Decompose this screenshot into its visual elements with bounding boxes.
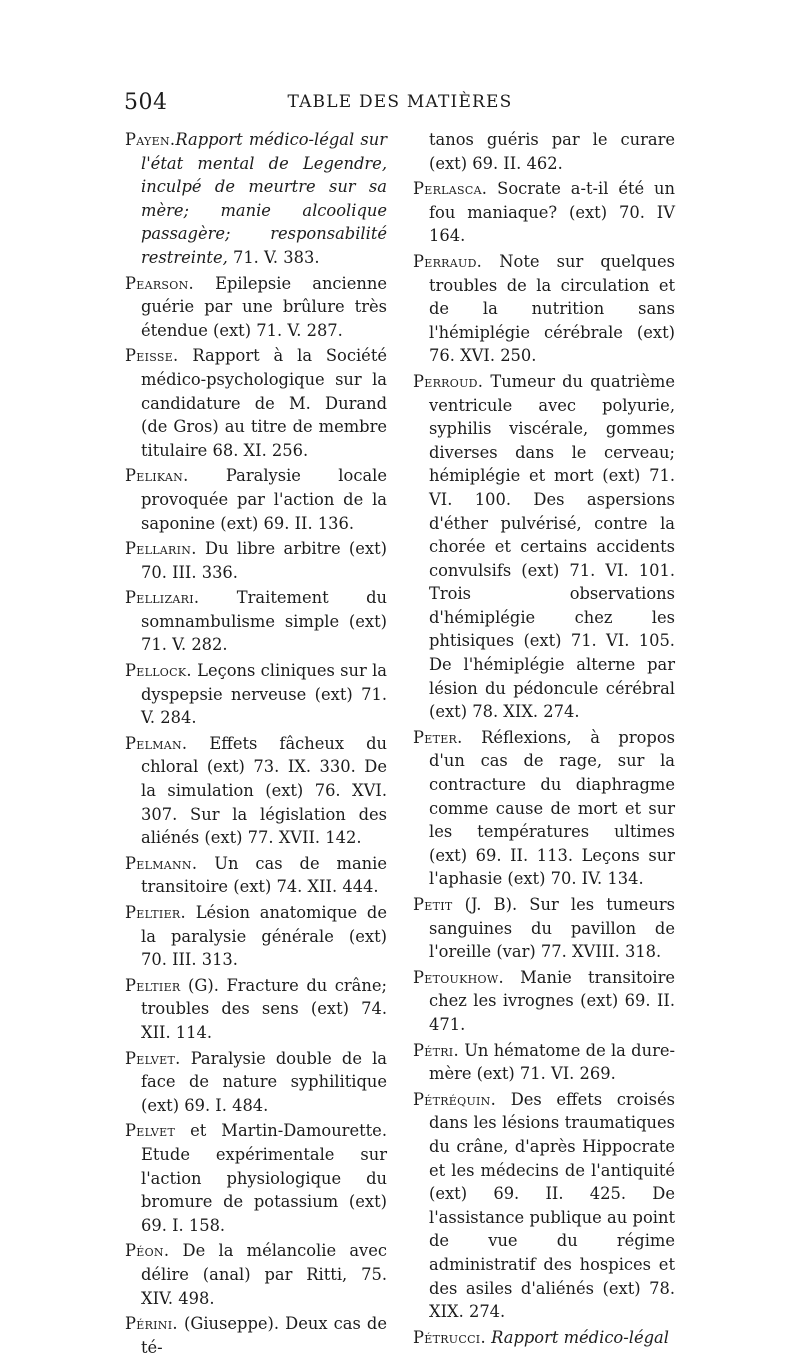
index-entry xyxy=(125,586,387,657)
entry-text: Un hématome de la dure-mère (ext) 71. VI. 269. xyxy=(429,1040,675,1084)
entry-name: Péon. xyxy=(125,1241,170,1261)
index-entry xyxy=(125,1119,387,1237)
entry-text: Note sur quelques troubles de la circulation et de la nutrition sans l'hémiplégie cérébrale (ext) 76. XVI. 250. xyxy=(429,251,675,366)
page-number: 504 xyxy=(124,90,168,115)
entry-name: Peltier. xyxy=(125,903,186,922)
entry-name: Peltier xyxy=(125,975,181,995)
index-entry xyxy=(413,893,675,964)
entry-text: tanos guéris par le curare (ext) 69. II. 462. xyxy=(429,130,675,173)
entry-name: Perroud. xyxy=(413,371,484,391)
entry-text: Traitement du somnambulisme simple (ext) 71. V. 282. xyxy=(141,588,387,655)
index-entry xyxy=(413,128,675,175)
index-entry xyxy=(125,732,387,850)
index-entry xyxy=(125,1047,387,1118)
entry-name: Pelmann. xyxy=(125,853,198,873)
entry-name: Peter. xyxy=(413,727,463,747)
entry-name: Payen. xyxy=(125,130,176,149)
entry-name: Périni. xyxy=(125,1314,178,1334)
index-entry xyxy=(413,726,675,891)
entry-text: Effets fâcheux du chloral (ext) 73. IX. 330. De la simulation (ext) 76. XVI. 307. Sur la législation des aliénés (ext) 77. XVII. 142. xyxy=(141,733,387,848)
index-entry xyxy=(125,974,387,1045)
entry-name: Peisse. xyxy=(125,346,179,366)
index-entry xyxy=(125,659,387,730)
index-entry xyxy=(125,901,387,972)
entry-italic-text: Rapport médico-légal xyxy=(491,1327,669,1347)
entry-name: Petoukhow. xyxy=(413,967,504,987)
entry-text: Socrate a-t-il été un fou maniaque? (ext) 70. IV 164. xyxy=(429,179,675,246)
entry-text: Un cas de manie transitoire (ext) 74. XII. 444. xyxy=(141,853,387,897)
entry-name: Pelman. xyxy=(125,733,188,753)
entry-name: Pétrucci. xyxy=(413,1327,486,1347)
entry-name: Petit xyxy=(413,895,453,914)
index-entry xyxy=(125,464,387,535)
index-entry xyxy=(125,852,387,899)
entry-name: Pellock. xyxy=(125,661,192,681)
index-entry xyxy=(125,1312,387,1359)
entry-text: Paralysie double de la face de nature syphilitique (ext) 69. I. 484. xyxy=(141,1048,387,1115)
running-head: TABLE DES MATIÈRES xyxy=(287,92,513,112)
entry-text: Tumeur du quatrième ventricule avec polyurie, syphilis viscérale, gommes diverses dans le cerveau; hémiplégie et mort (ext) 71. VI. 100. Des aspersions d'éther pulvérisé, contre la chorée et certains accidents convulsifs (ext) 71. VI. 101. Trois observations d'hémiplégie chez les phtisiques (ext) 71. VI. 105. De l'hémiplégie alterne par lésion du pédoncule cérébral (ext) 78. XIX. 274. xyxy=(429,371,675,722)
entry-text: (J. B). Sur les tumeurs sanguines du pavillon de l'oreille (var) 77. XVIII. 318. xyxy=(429,895,675,962)
index-entry xyxy=(125,128,387,270)
entry-text: Rapport à la Société médico-psychologique sur la candidature de M. Durand (de Gros) au titre de membre titulaire 68. XI. 256. xyxy=(141,346,387,460)
entry-name: Pétri. xyxy=(413,1040,459,1060)
entry-name: Pétréquin. xyxy=(413,1089,497,1109)
index-entry xyxy=(125,272,387,343)
entry-italic-text: Rapport médico-légal sur l'état mental de Legendre, inculpé de meurtre sur sa mère; manie alcoolique passagère; responsabilité restreinte, xyxy=(141,130,387,267)
entry-text: Du libre arbitre (ext) 70. III. 336. xyxy=(141,539,387,582)
index-entry xyxy=(125,344,387,462)
index-entry xyxy=(413,966,675,1037)
index-entry xyxy=(125,1239,387,1310)
entry-name: Pellarin. xyxy=(125,539,197,559)
entry-name: Pelikan. xyxy=(125,466,189,486)
entry-name: Perlasca. xyxy=(413,179,488,199)
index-entry xyxy=(125,537,387,584)
index-entry xyxy=(413,1326,675,1350)
entry-name: Perraud. xyxy=(413,251,483,271)
entry-name: Pearson. xyxy=(125,273,194,293)
entry-text: Manie transitoire chez les ivrognes (ext) 69. II. 471. xyxy=(429,967,675,1034)
index-entry xyxy=(413,250,675,368)
index-entry xyxy=(413,370,675,724)
entry-text: et Martin-Damourette. Etude expérimentale sur l'action physiologique du bromure de potassium (ext) 69. I. 158. xyxy=(141,1121,387,1235)
index-entry xyxy=(413,177,675,248)
entry-name: Pelvet xyxy=(125,1121,176,1141)
entry-text: De la mélancolie avec délire (anal) par Ritti, 75. XIV. 498. xyxy=(141,1241,387,1308)
entry-text: (G). Fracture du crâne; troubles des sens (ext) 74. XII. 114. xyxy=(141,975,387,1042)
entry-text: (Giuseppe). Deux cas de té- xyxy=(141,1314,387,1357)
entry-text: Réflexions, à propos d'un cas de rage, sur la contracture du diaphragme comme cause de mort et sur les températures ultimes (ext) 69. II. 113. Leçons sur l'aphasie (ext) 70. IV. 134. xyxy=(429,727,675,889)
entry-text: Des effets croisés dans les lésions traumatiques du crâne, d'après Hippocrate et les médecins de l'antiquité (ext) 69. II. 425. De l'assistance publique au point de vue du régime administratif des hospices et des asiles d'aliénés (ext) 78. XIX. 274. xyxy=(429,1089,675,1322)
entry-reference: 71. V. 383. xyxy=(227,247,320,267)
index-entry xyxy=(413,1039,675,1086)
right-column xyxy=(413,128,675,1351)
entry-text: Epilepsie ancienne guérie par une brûlure très étendue (ext) 71. V. 287. xyxy=(141,273,387,340)
entry-name: Pelvet. xyxy=(125,1048,181,1068)
entry-text: Lésion anatomique de la paralysie générale (ext) 70. III. 313. xyxy=(141,903,387,970)
entry-name: Pellizari. xyxy=(125,588,200,608)
entry-text: Paralysie locale provoquée par l'action de la saponine (ext) 69. II. 136. xyxy=(141,466,387,533)
left-column xyxy=(125,128,387,1361)
index-entry xyxy=(413,1088,675,1324)
entry-text: Leçons cliniques sur la dyspepsie nerveuse (ext) 71. V. 284. xyxy=(141,661,387,728)
